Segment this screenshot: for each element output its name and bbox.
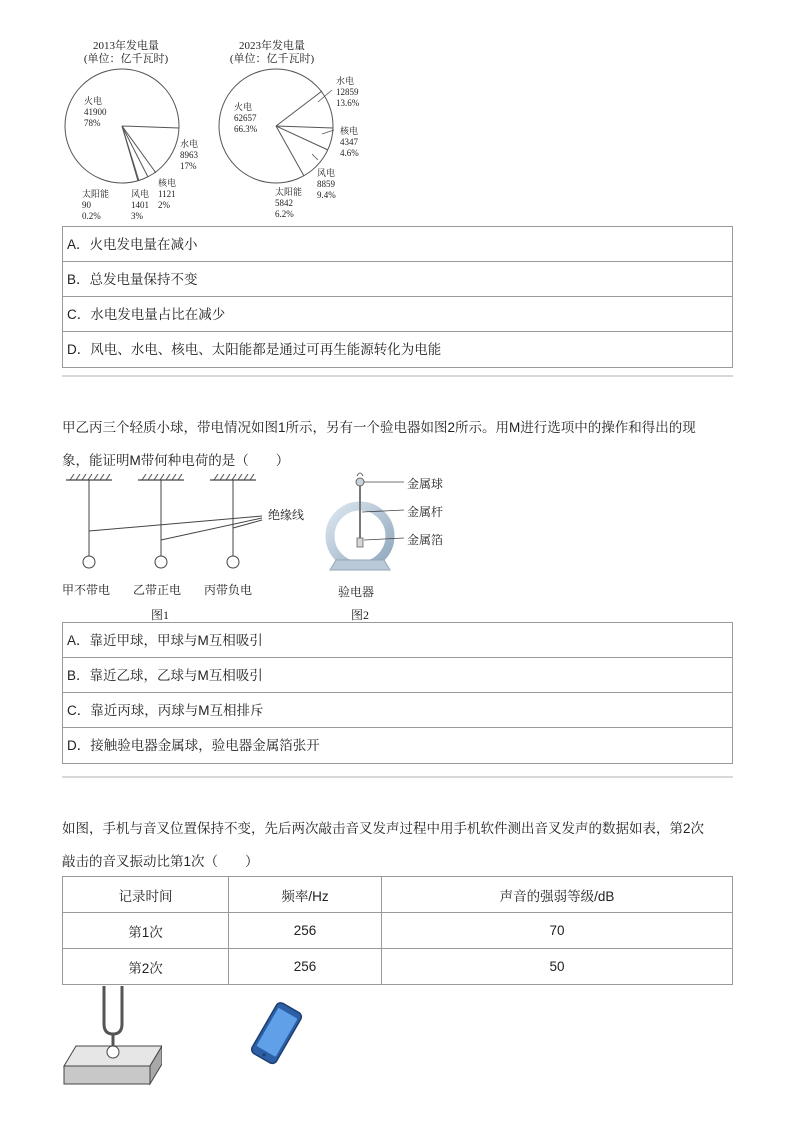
fig2-caption: 图2	[351, 608, 370, 622]
pie2013-label-wind: 风电 1401 3%	[131, 189, 150, 221]
pie2013-chart	[60, 66, 190, 196]
q1-option-c[interactable]: C．水电发电量占比在减少	[63, 297, 732, 332]
separator-1	[62, 375, 733, 377]
pie2023-label-fire: 火电 62657 66.3%	[234, 102, 258, 134]
pie2023-unit: (单位：亿千瓦时)	[229, 53, 315, 65]
fig1-insulator-label: 绝缘线	[268, 508, 305, 522]
fig2-label-rod: 金属杆	[407, 505, 444, 519]
pie2023-label-solar: 太阳能 5842 6.2%	[275, 187, 303, 219]
q2-stem-line2: 象，能证明M带何种电荷的是（ ）	[62, 453, 290, 468]
pie2023-title-text: 2023年发电量	[239, 40, 305, 52]
table-cell: 第2次	[63, 949, 229, 985]
table-cell: 256	[229, 949, 382, 985]
pie2013-title	[66, 40, 186, 66]
table-cell: 70	[382, 913, 733, 949]
pie2013-label-fire: 火电 41900 78%	[84, 96, 107, 128]
table-cell: 第1次	[63, 913, 229, 949]
q2-option-a[interactable]: A．靠近甲球，甲球与M互相吸引	[63, 623, 732, 658]
fig2-name: 验电器	[338, 585, 375, 599]
pie2023-label-wind: 风电 8859 9.4%	[317, 168, 336, 200]
pie2023-leaders	[300, 80, 340, 180]
fig1-ball-label-yi: 乙带正电	[133, 583, 182, 597]
pie2013-label-nuclear: 核电 1121 2%	[158, 178, 177, 210]
pie2013-unit: (单位：亿千瓦时)	[83, 53, 169, 65]
q3-stem	[62, 812, 742, 878]
q2-stem-line1: 甲乙丙三个轻质小球，带电情况如图1所示，另有一个验电器如图2所示。用M进行选项中的操作和得出的现	[62, 420, 696, 435]
fig1-caption: 图1	[151, 608, 170, 622]
table-row	[63, 913, 733, 949]
q1-option-a[interactable]: A．火电发电量在减小	[63, 227, 732, 262]
q2-option-c[interactable]: C．靠近丙球，丙球与M互相排斥	[63, 693, 732, 728]
pie2023-label-nuclear: 核电 4347 4.6%	[340, 126, 359, 158]
phone-illustration	[244, 1000, 308, 1068]
q1-options	[62, 226, 733, 368]
fig2-label-ball: 金属球	[407, 477, 444, 491]
table-cell: 50	[382, 949, 733, 985]
table-cell: 256	[229, 913, 382, 949]
fig1-ball-label-jia: 甲不带电	[62, 583, 111, 597]
table-row	[63, 949, 733, 985]
q2-option-d[interactable]: D．接触验电器金属球，验电器金属箔张开	[67, 738, 320, 753]
q2-options	[62, 622, 733, 764]
q3-stem-line2: 敲击的音叉振动比第1次（ ）	[62, 854, 259, 869]
q1-option-d[interactable]: D．风电、水电、核电、太阳能都是通过可再生能源转化为电能	[67, 342, 442, 357]
pie2013-label-solar: 太阳能 90 0.2%	[82, 189, 110, 221]
separator-2	[62, 776, 733, 778]
fig1-diagram	[62, 474, 322, 574]
pie2013-title-text: 2013年发电量	[93, 40, 159, 52]
q1-option-b[interactable]: B．总发电量保持不变	[63, 262, 732, 297]
table-header-cell: 声音的强弱等级/dB	[382, 877, 733, 913]
tuning-fork-illustration	[62, 982, 162, 1086]
q3-stem-line1: 如图，手机与音叉位置保持不变，先后两次敲击音叉发声过程中用手机软件测出音叉发声的数据如表，第2次	[62, 821, 705, 836]
table-header-row	[63, 877, 733, 913]
fig1-ball-label-bing: 丙带负电	[204, 583, 253, 597]
pie2023-label-hydro: 水电 12859 13.6%	[336, 76, 360, 108]
pie2013-label-hydro: 水电 8963 17%	[180, 139, 199, 171]
fig2-label-foil: 金属箔	[407, 533, 444, 547]
table-header-cell: 频率/Hz	[229, 877, 382, 913]
q3-data-table	[62, 876, 733, 985]
q2-option-b[interactable]: B．靠近乙球，乙球与M互相吸引	[63, 658, 732, 693]
pie2023-title	[212, 40, 332, 66]
table-header-cell: 记录时间	[63, 877, 229, 913]
